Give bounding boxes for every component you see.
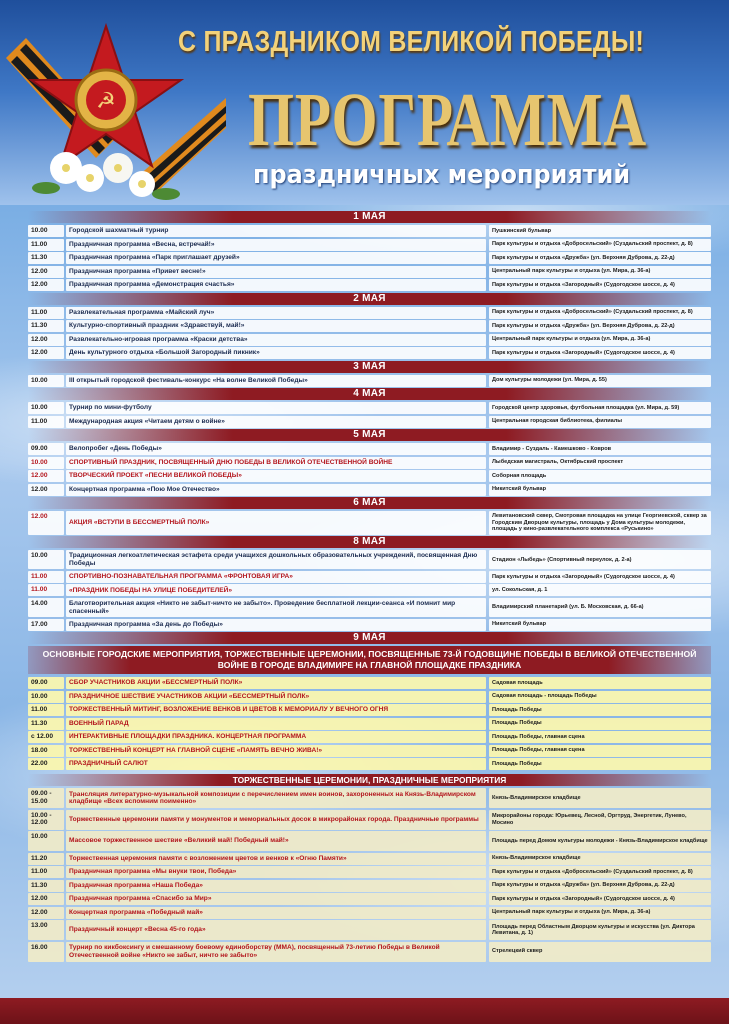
event-time: 11.00 <box>28 571 64 583</box>
schedule-row <box>28 880 711 892</box>
event-time: 10.00 <box>28 691 64 703</box>
event-name: Международная акция «Читаем детям о войне» <box>66 416 486 428</box>
event-name: ВОЕННЫЙ ПАРАД <box>66 718 486 730</box>
schedule-row <box>28 225 711 237</box>
event-place: Парк культуры и отдыха «Добросельский» (Суздальский проспект, д. 8) <box>489 866 711 878</box>
event-time: 11.00 <box>28 704 64 716</box>
event-place: Центральный парк культуры и отдыха (ул. Мира, д. 36-а) <box>489 266 711 278</box>
event-time: 13.00 <box>28 920 64 940</box>
schedule-row <box>28 484 711 496</box>
schedule-row <box>28 893 711 905</box>
event-place: Центральный парк культуры и отдыха (ул. Мира, д. 36-а) <box>489 907 711 919</box>
event-place: Дом культуры молодежи (ул. Мира, д. 55) <box>489 375 711 387</box>
schedule-row <box>28 788 711 808</box>
schedule-row <box>28 831 711 851</box>
day-label: 3 МАЯ <box>353 360 386 372</box>
day-label: 2 МАЯ <box>353 292 386 304</box>
event-time: 10.00 <box>28 375 64 387</box>
event-place: Никитский бульвар <box>489 484 711 496</box>
event-name: Торжественные церемонии памяти у монументов и мемориальных досок в микрорайонах города. Праздничные программы <box>66 810 486 830</box>
event-time: 12.00 <box>28 266 64 278</box>
schedule-row <box>28 307 711 319</box>
event-time: 11.20 <box>28 853 64 865</box>
event-place: Площадь перед Областным Дворцом культуры и искусства (ул. Диктора Левитана, д. 1) <box>489 920 711 940</box>
schedule-row <box>28 550 711 569</box>
event-place: Центральная городская библиотека, филиалы <box>489 416 711 428</box>
event-name: Массовое торжественное шествие «Великий май! Победный май!» <box>66 831 486 851</box>
schedule-row <box>28 571 711 583</box>
event-name: Праздничная программа «Весна, встречай!» <box>66 239 486 251</box>
schedule-row <box>28 853 711 865</box>
event-place: Парк культуры и отдыха «Дружба» (ул. Верхняя Дуброва, д. 22-д) <box>489 252 711 264</box>
day-label: 9 МАЯ <box>353 632 386 644</box>
event-place: Парк культуры и отдыха «Добросельский» (Суздальский проспект, д. 8) <box>489 307 711 319</box>
event-time: 11.00 <box>28 307 64 319</box>
event-place: Владимир - Суздаль - Камешково - Ковров <box>489 443 711 455</box>
schedule-row <box>28 252 711 264</box>
event-time: 18.00 <box>28 745 64 757</box>
event-time: 11.30 <box>28 320 64 332</box>
event-time: 09.00 - 15.00 <box>28 788 64 808</box>
event-name: День культурного отдыха «Большой Загородный пикник» <box>66 347 486 359</box>
event-time: 10.00 <box>28 550 64 569</box>
event-time: 22.00 <box>28 758 64 770</box>
event-place: Парк культуры и отдыха «Дружба» (ул. Верхняя Дуброва, д. 22-д) <box>489 880 711 892</box>
event-name: Праздничный концерт «Весна 45-го года» <box>66 920 486 940</box>
program-subtitle: праздничных мероприятий <box>253 160 631 190</box>
event-time: 12.00 <box>28 334 64 346</box>
event-time: 10.00 - 12.00 <box>28 810 64 830</box>
program-title: ПРОГРАММА <box>248 78 647 162</box>
schedule-row <box>28 320 711 332</box>
event-time: 12.00 <box>28 907 64 919</box>
event-time: 12.00 <box>28 511 64 535</box>
schedule-row <box>28 416 711 428</box>
event-place: Садовая площадь - площадь Победы <box>489 691 711 703</box>
event-time: 10.00 <box>28 402 64 414</box>
event-name: Праздничная программа «Мы внуки твои, Победа» <box>66 866 486 878</box>
event-place: Владимирский планетарий (ул. Б. Московская, д. 66-а) <box>489 598 711 617</box>
event-time: 12.00 <box>28 470 64 482</box>
schedule-row <box>28 619 711 631</box>
event-time: 11.00 <box>28 416 64 428</box>
day-label: 4 МАЯ <box>353 388 386 399</box>
event-place: Площадь Победы <box>489 718 711 730</box>
event-place: Микрорайоны города: Юрьевец, Лесной, Оргтруд, Энергетик, Лунево, Мосино <box>489 810 711 830</box>
event-place: Стрелецкий сквер <box>489 942 711 962</box>
ceremonies-subheading: ТОРЖЕСТВЕННЫЕ ЦЕРЕМОНИИ, ПРАЗДНИЧНЫЕ МЕРОПРИЯТИЯ <box>28 774 711 786</box>
event-place: Площадь Победы, главная сцена <box>489 731 711 743</box>
schedule-row <box>28 907 711 919</box>
schedule-row <box>28 758 711 770</box>
event-name: Концертная программа «Пою Мое Отечество» <box>66 484 486 496</box>
day-heading <box>28 497 711 509</box>
event-place: ул. Сокольская, д. 1 <box>489 584 711 596</box>
event-name: Торжественная церемония памяти с возложением цветов и венков к «Огню Памяти» <box>66 853 486 865</box>
schedule-row <box>28 402 711 414</box>
event-name: Городской шахматный турнир <box>66 225 486 237</box>
event-name: Благотворительная акция «Никто не забыт-ничто не забыто». Проведение бесплатной лекции-сеанса «И помнит мир спасенный» <box>66 598 486 617</box>
event-time: 10.00 <box>28 457 64 469</box>
event-time: 16.00 <box>28 942 64 962</box>
event-name: Турнир по кикбоксингу и смешанному боевому единоборству (ММА), посвященный 73-летию Победы в Великой Отечественной войне «Никто не забыт, ничто не забыто» <box>66 942 486 962</box>
schedule-row <box>28 375 711 387</box>
day-label: 1 МАЯ <box>353 211 386 222</box>
event-name: ТВОРЧЕСКИЙ ПРОЕКТ «ПЕСНИ ВЕЛИКОЙ ПОБЕДЫ» <box>66 470 486 482</box>
day-heading <box>28 388 711 400</box>
event-place: Парк культуры и отдыха «Загородный» (Судогодское шоссе, д. 4) <box>489 347 711 359</box>
schedule-row <box>28 347 711 359</box>
event-name: III открытый городской фестиваль-конкурс «На волне Великой Победы» <box>66 375 486 387</box>
day-heading <box>28 361 711 373</box>
schedule-row <box>28 584 711 596</box>
event-time: 09.00 <box>28 677 64 689</box>
event-name: СПОРТИВНЫЙ ПРАЗДНИК, ПОСВЯЩЕННЫЙ ДНЮ ПОБЕДЫ В ВЕЛИКОЙ ОТЕЧЕСТВЕННОЙ ВОЙНЕ <box>66 457 486 469</box>
event-place: Площадь Победы <box>489 704 711 716</box>
schedule-row <box>28 239 711 251</box>
schedule <box>28 210 711 963</box>
schedule-row <box>28 443 711 455</box>
event-place: Соборная площадь <box>489 470 711 482</box>
event-time: 09.00 <box>28 443 64 455</box>
event-name: Праздничная программа «Демонстрация счастья» <box>66 279 486 291</box>
schedule-row <box>28 677 711 689</box>
event-place: Пушкинский бульвар <box>489 225 711 237</box>
event-place: Левитановский сквер, Смотровая площадка на улице Георгиевской, сквер за Городским Дворцом культуры, площадь у Дома культуры молодежи, площадь у кино-развлекательного комплекса «Руськино» <box>489 511 711 535</box>
event-place: Площадь Победы, главная сцена <box>489 745 711 757</box>
event-place: Парк культуры и отдыха «Загородный» (Судогодское шоссе, д. 4) <box>489 279 711 291</box>
day-heading <box>28 536 711 548</box>
schedule-row <box>28 866 711 878</box>
day-label: 5 МАЯ <box>353 429 386 440</box>
event-name: ИНТЕРАКТИВНЫЕ ПЛОЩАДКИ ПРАЗДНИКА. КОНЦЕРТНАЯ ПРОГРАММА <box>66 731 486 743</box>
event-place: Князь-Владимирское кладбище <box>489 788 711 808</box>
event-name: Праздничная программа «Спасибо за Мир» <box>66 893 486 905</box>
event-time: 11.30 <box>28 880 64 892</box>
event-place: Парк культуры и отдыха «Дружба» (ул. Верхняя Дуброва, д. 22-д) <box>489 320 711 332</box>
schedule-row <box>28 457 711 469</box>
event-place: Парк культуры и отдыха «Загородный» (Судогодское шоссе, д. 4) <box>489 893 711 905</box>
event-name: СПОРТИВНО-ПОЗНАВАТЕЛЬНАЯ ПРОГРАММА «ФРОНТОВАЯ ИГРА» <box>66 571 486 583</box>
event-name: АКЦИЯ «ВСТУПИ В БЕССМЕРТНЫЙ ПОЛК» <box>66 511 486 535</box>
event-place: Никитский бульвар <box>489 619 711 631</box>
event-time: 11.00 <box>28 584 64 596</box>
day-label: 6 МАЯ <box>353 497 386 508</box>
schedule-row <box>28 920 711 940</box>
event-time: 14.00 <box>28 598 64 617</box>
event-place: Парк культуры и отдыха «Загородный» (Судогодское шоссе, д. 4) <box>489 571 711 583</box>
event-name: ПРАЗДНИЧНОЕ ШЕСТВИЕ УЧАСТНИКОВ АКЦИИ «БЕССМЕРТНЫЙ ПОЛК» <box>66 691 486 703</box>
day-heading <box>28 211 711 223</box>
schedule-row <box>28 704 711 716</box>
event-place: Площадь перед Домом культуры молодежи - Князь-Владимирское кладбище <box>489 831 711 851</box>
event-time: 10.00 <box>28 225 64 237</box>
svg-text:☭: ☭ <box>96 89 116 114</box>
schedule-row <box>28 266 711 278</box>
schedule-row <box>28 731 711 743</box>
schedule-row <box>28 470 711 482</box>
event-name: Велопробег «День Победы» <box>66 443 486 455</box>
schedule-row <box>28 745 711 757</box>
event-time: 10.00 <box>28 831 64 851</box>
event-name: Традиционная легкоатлетическая эстафета среди учащихся дошкольных образовательных учреждений, посвященная Дню Победы <box>66 550 486 569</box>
day-heading <box>28 632 711 644</box>
event-time: 12.00 <box>28 279 64 291</box>
event-time: 12.00 <box>28 347 64 359</box>
event-place: Площадь Победы <box>489 758 711 770</box>
event-name: Культурно-спортивный праздник «Здравствуй, май!» <box>66 320 486 332</box>
schedule-row <box>28 279 711 291</box>
event-place: Лыбедская магистраль, Октябрьский проспект <box>489 457 711 469</box>
schedule-row <box>28 511 711 535</box>
event-name: Праздничная программа «Парк приглашает друзей» <box>66 252 486 264</box>
event-name: Праздничная программа «Наша Победа» <box>66 880 486 892</box>
schedule-row <box>28 691 711 703</box>
event-name: Развлекательная программа «Майский луч» <box>66 307 486 319</box>
event-place: Центральный парк культуры и отдыха (ул. Мира, д. 36-а) <box>489 334 711 346</box>
event-time: 17.00 <box>28 619 64 631</box>
schedule-row <box>28 598 711 617</box>
day-heading <box>28 429 711 441</box>
event-time: с 12.00 <box>28 731 64 743</box>
event-name: Праздничная программа «Привет весне!» <box>66 266 486 278</box>
event-place: Городской центр здоровья, футбольная площадка (ул. Мира, д. 59) <box>489 402 711 414</box>
event-time: 11.30 <box>28 718 64 730</box>
event-name: ПРАЗДНИЧНЫЙ САЛЮТ <box>66 758 486 770</box>
event-time: 11.00 <box>28 866 64 878</box>
event-name: «ПРАЗДНИК ПОБЕДЫ НА УЛИЦЕ ПОБЕДИТЕЛЕЙ» <box>66 584 486 596</box>
schedule-row <box>28 718 711 730</box>
event-time: 11.30 <box>28 252 64 264</box>
event-name: Праздничная программа «За день до Победы» <box>66 619 486 631</box>
footer-band <box>0 998 729 1024</box>
header <box>0 0 729 205</box>
event-place: Стадион «Лыбедь» (Спортивный переулок, д. 2-а) <box>489 550 711 569</box>
event-name: Развлекательно-игровая программа «Краски детства» <box>66 334 486 346</box>
event-name: ТОРЖЕСТВЕННЫЙ МИТИНГ, ВОЗЛОЖЕНИЕ ВЕНКОВ И ЦВЕТОВ К МЕМОРИАЛУ У ВЕЧНОГО ОГНЯ <box>66 704 486 716</box>
event-name: Концертная программа «Победный май» <box>66 907 486 919</box>
event-place: Парк культуры и отдыха «Добросельский» (Суздальский проспект, д. 8) <box>489 239 711 251</box>
event-time: 12.00 <box>28 893 64 905</box>
event-name: СБОР УЧАСТНИКОВ АКЦИИ «БЕССМЕРТНЫЙ ПОЛК» <box>66 677 486 689</box>
event-place: Садовая площадь <box>489 677 711 689</box>
event-time: 12.00 <box>28 484 64 496</box>
main-events-headline: ОСНОВНЫЕ ГОРОДСКИЕ МЕРОПРИЯТИЯ, ТОРЖЕСТВЕННЫЕ ЦЕРЕМОНИИ, ПОСВЯЩЕННЫЕ 73-Й ГОДОВЩИНЕ ПОБЕДЫ В ВЕЛИКОЙ ОТЕЧЕСТВЕННОЙ ВОЙНЕ В ГОРОДЕ ВЛАДИМИРЕ НА ГЛАВНОЙ ПЛОЩАДКЕ ПРАЗДНИКА <box>28 646 711 674</box>
schedule-row <box>28 942 711 962</box>
schedule-row <box>28 810 711 830</box>
event-name: ТОРЖЕСТВЕННЫЙ КОНЦЕРТ НА ГЛАВНОЙ СЦЕНЕ «ПАМЯТЬ ВЕЧНО ЖИВА!» <box>66 745 486 757</box>
event-time: 11.00 <box>28 239 64 251</box>
event-name: Турнир по мини-футболу <box>66 402 486 414</box>
event-name: Трансляция литературно-музыкальной композиции с перечислением имен воинов, захороненных на Князь-Владимирском кладбище «Всех вспомним поименно» <box>66 788 486 808</box>
day-label: 8 МАЯ <box>353 536 386 548</box>
day-heading <box>28 293 711 305</box>
schedule-row <box>28 334 711 346</box>
greeting-heading: С ПРАЗДНИКОМ ВЕЛИКОЙ ПОБЕДЫ! <box>178 26 645 58</box>
event-place: Князь-Владимирское кладбище <box>489 853 711 865</box>
